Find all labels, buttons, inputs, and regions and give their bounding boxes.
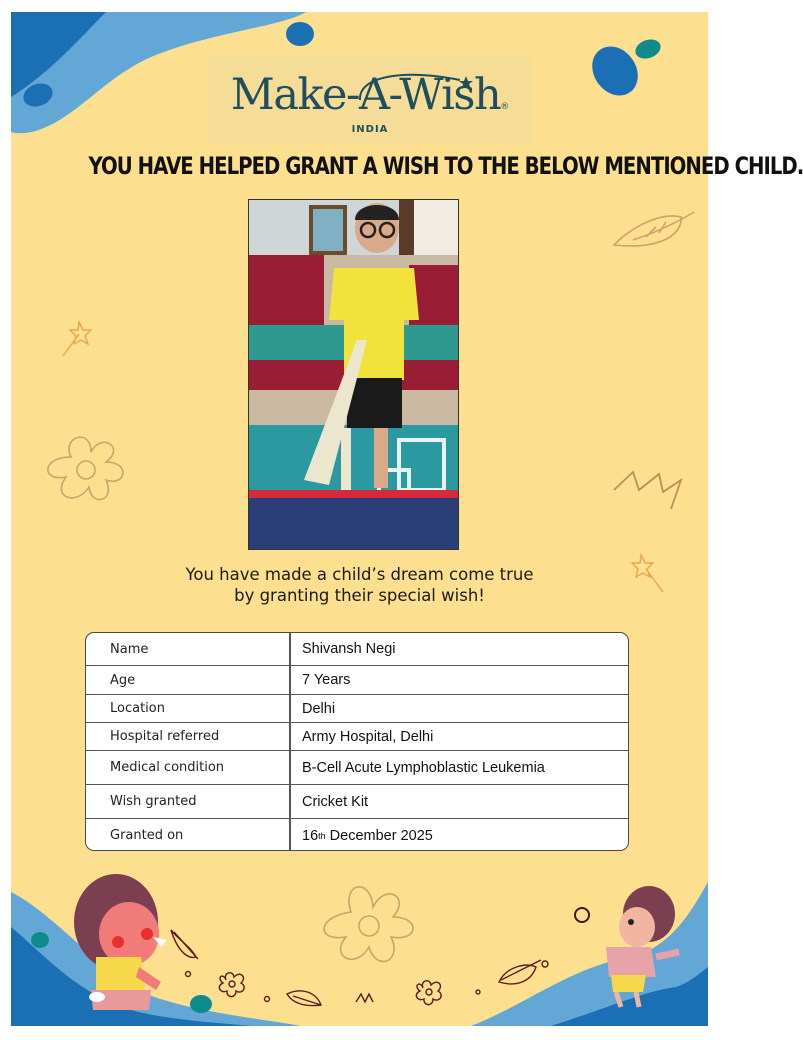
headline: YOU HAVE HELPED GRANT A WISH TO THE BELOW MENTIONED CHILD. xyxy=(88,152,803,180)
top-center-dot xyxy=(286,22,314,46)
table-row-name xyxy=(86,633,628,666)
tagline xyxy=(71,564,648,606)
bottom-center-teal-dot xyxy=(190,995,212,1013)
table-row-hospital xyxy=(86,723,628,751)
flower-doodle-center xyxy=(324,887,413,962)
row-label: Hospital referred xyxy=(110,729,220,744)
bottom-left-teal-dot xyxy=(31,932,49,948)
table-row-age xyxy=(86,666,628,695)
certificate-page xyxy=(11,12,803,1026)
table-row-medical-condition xyxy=(86,751,628,785)
table-row-location xyxy=(86,695,628,723)
zigzag-doodle-right xyxy=(614,472,681,509)
logo-wordmark: Make-A-Wish® xyxy=(230,70,510,120)
top-right-teal-blob xyxy=(633,36,664,62)
row-label: Name xyxy=(110,641,149,657)
row-label: Granted on xyxy=(110,828,184,843)
magic-wand-doodle-left xyxy=(63,322,91,356)
row-value: 7 Years xyxy=(302,672,351,688)
make-a-wish-logo xyxy=(208,56,532,144)
table-row-granted-on xyxy=(86,819,628,852)
logo-country: INDIA xyxy=(351,124,389,135)
row-value: Army Hospital, Delhi xyxy=(302,728,434,745)
row-label: Wish granted xyxy=(110,794,197,809)
row-label: Location xyxy=(110,701,165,716)
row-value: Delhi xyxy=(302,700,336,717)
photo-illustration xyxy=(249,200,458,549)
bottom-doodles xyxy=(171,930,548,1006)
tagline-line-2: by granting their special wish! xyxy=(234,586,485,605)
wish-details-table xyxy=(85,632,629,851)
flower-doodle-left xyxy=(48,437,123,499)
row-value: B-Cell Acute Lymphoblastic Leukemia xyxy=(302,759,545,776)
table-row-wish-granted xyxy=(86,785,628,819)
tagline-line-1: You have made a child’s dream come true xyxy=(185,565,534,584)
row-label: Age xyxy=(110,672,136,688)
row-value: 16 th December 2025 xyxy=(302,827,433,844)
leaf-doodle xyxy=(614,212,694,246)
row-value: Shivansh Negi xyxy=(302,641,396,657)
row-label: Medical condition xyxy=(110,760,225,775)
child-photo xyxy=(248,199,459,550)
row-value: Cricket Kit xyxy=(302,793,369,810)
